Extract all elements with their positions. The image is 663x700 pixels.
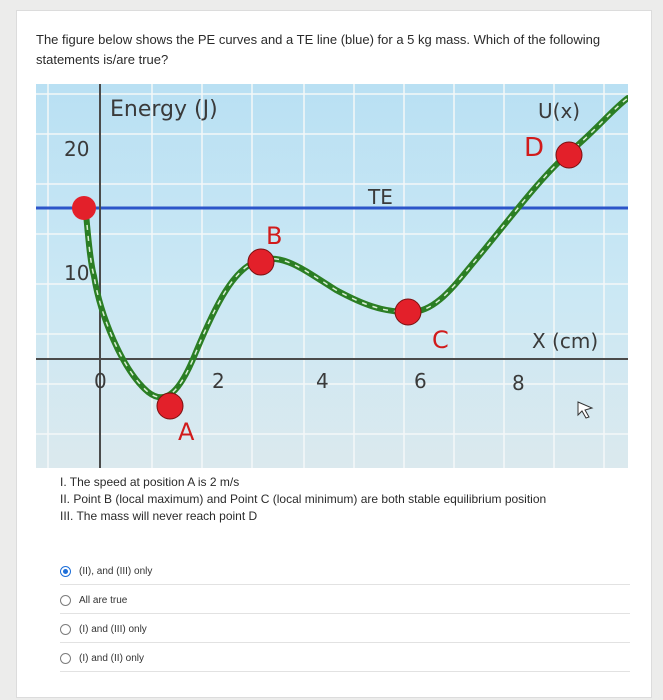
option-all-true[interactable] [60,585,630,614]
point-b-label: B [266,222,283,250]
question-text [36,30,636,70]
statement-3: III. The mass will never reach point D [60,509,258,523]
y-tick-20: 20 [64,137,90,161]
x-tick-4: 4 [316,369,329,393]
option-ii-iii[interactable] [60,556,630,585]
x-tick-2: 2 [212,369,225,393]
energy-figure [36,84,628,468]
point-d-label: D [524,133,545,163]
point-a-label: A [178,418,195,446]
statements-list [60,474,640,525]
option-label: (I) and (II) only [79,652,145,664]
x-tick-8: 8 [512,371,525,395]
te-intersection-point [72,196,96,220]
radio-selected-icon[interactable] [60,566,71,577]
option-label: (I) and (III) only [79,623,147,635]
answer-options [60,556,630,672]
x-tick-0: 0 [94,369,107,393]
option-i-iii[interactable] [60,614,630,643]
question-line-1: The figure below shows the PE curves and a TE line (blue) for a 5 kg mass. Which of the following [36,32,601,47]
radio-icon[interactable] [60,595,71,606]
option-i-ii[interactable] [60,643,630,672]
graph-title: Energy (J) [110,97,218,122]
statement-1: I. The speed at position A is 2 m/s [60,475,240,489]
y-tick-10: 10 [64,261,90,285]
x-tick-6: 6 [414,369,427,393]
option-label: All are true [79,594,128,606]
point-a [157,393,183,419]
radio-icon[interactable] [60,624,71,635]
statement-2: II. Point B (local maximum) and Point C (local minimum) are both stable equilibrium position [60,492,547,506]
point-d [556,142,582,168]
radio-icon[interactable] [60,653,71,664]
option-label: (II), and (III) only [79,565,153,577]
x-axis-label: X (cm) [532,329,599,353]
point-c-label: C [432,326,449,354]
energy-graph [36,84,628,468]
point-b [248,249,274,275]
question-line-2: statements is/are true? [36,52,169,67]
point-c [395,299,421,325]
te-label: TE [368,185,393,209]
curve-label: U(x) [538,99,581,123]
